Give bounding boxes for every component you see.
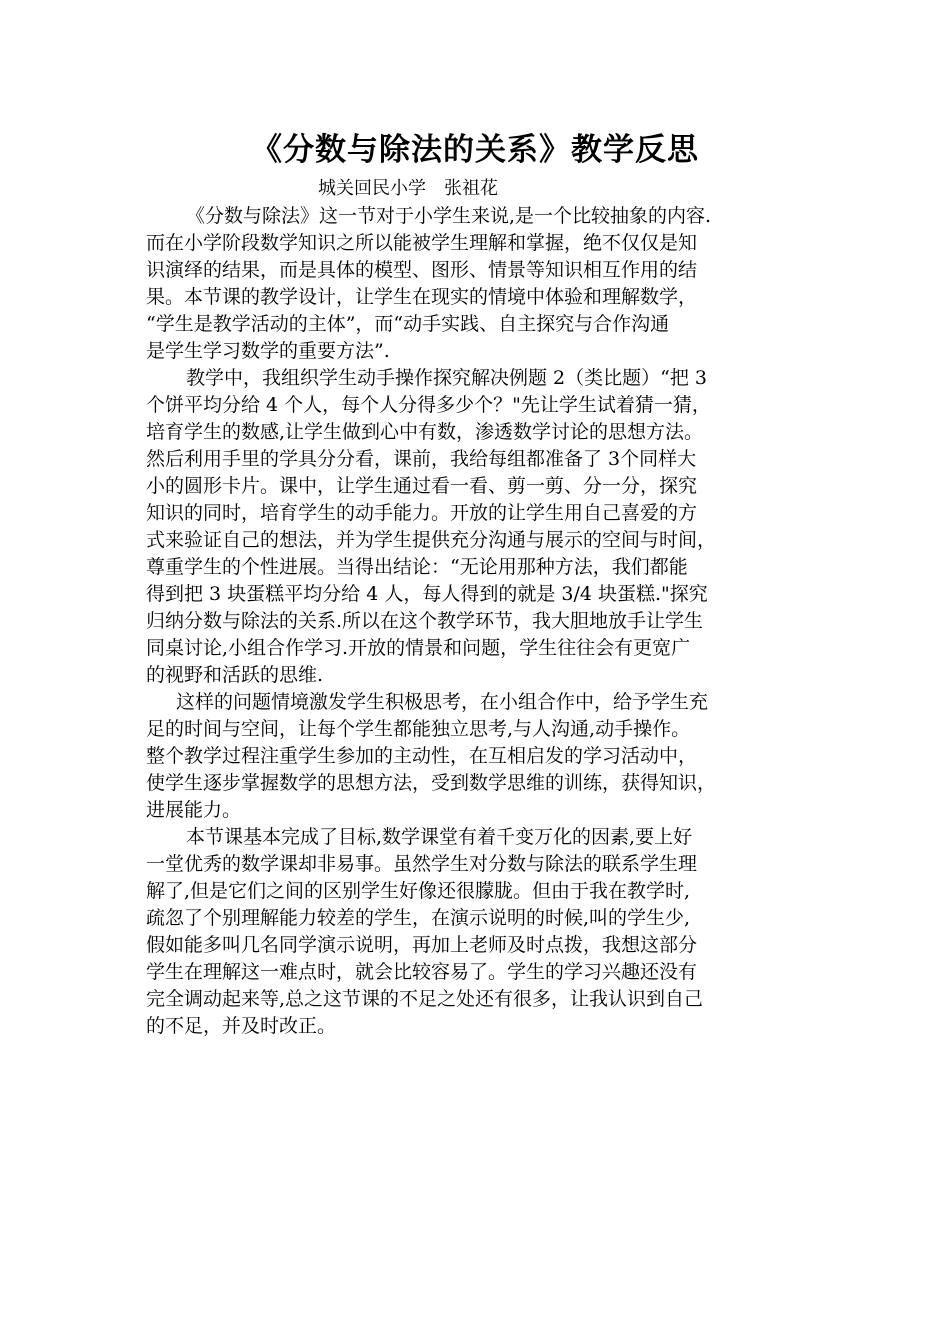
paragraph-2-line-12: 的视野和活跃的思维. xyxy=(146,664,324,686)
document-title: 《分数与除法的关系》教学反思 xyxy=(251,132,699,168)
paragraph-2-line-7: 式来验证自己的想法，并为学生提供充分沟通与展示的空间与时间， xyxy=(146,529,717,551)
paragraph-2-line-6: 知识的同时，培育学生的动手能力。开放的让学生用自己喜爱的方 xyxy=(146,502,698,524)
paragraph-2-line-11: 同桌讨论,小组合作学习.开放的情景和问题，学生往往会有更宽广 xyxy=(146,637,691,659)
paragraph-3-line-2: 足的时间与空间，让每个学生都能独立思考,与人沟通,动手操作。 xyxy=(146,718,691,740)
paragraph-4-line-2: 一堂优秀的数学课却非易事。虽然学生对分数与除法的联系学生理 xyxy=(146,853,698,875)
paragraph-2-line-10: 归纳分数与除法的关系.所以在这个教学环节，我大胆地放手让学生 xyxy=(146,610,704,632)
paragraph-1-line-5: “学生是教学活动的主体”，而“动手实践、自主探究与合作沟通 xyxy=(146,313,670,335)
paragraph-3-line-3: 整个教学过程注重学生参加的主动性，在互相启发的学习活动中， xyxy=(146,745,698,767)
paragraph-4-line-1: 本节课基本完成了目标,数学课堂有着千变万化的因素,要上好 xyxy=(186,826,693,848)
paragraph-2-line-2: 个饼平均分给 4 个人，每个人分得多少个？"先让学生试着猜一猜， xyxy=(146,394,711,416)
paragraph-4-line-3: 解了,但是它们之间的区别学生好像还很朦胧。但由于我在教学时, xyxy=(146,880,691,902)
paragraph-1-line-3: 识演绎的结果，而是具体的模型、图形、情景等知识相互作用的结 xyxy=(146,259,698,281)
paragraph-1-line-4: 果。本节课的教学设计，让学生在现实的情境中体验和理解数学， xyxy=(146,286,698,308)
paragraph-2-line-8: 尊重学生的个性进展。当得出结论：“无论用那种方法，我们都能 xyxy=(146,556,688,578)
paragraph-2-line-1: 教学中，我组织学生动手操作探究解决例题 2（类比题）“把 3 xyxy=(186,367,707,389)
paragraph-3-line-5: 进展能力。 xyxy=(146,799,242,821)
paragraph-4-line-5: 假如能多叫几名同学演示说明，再加上老师及时点拨，我想这部分 xyxy=(146,934,698,956)
paragraph-4-line-8: 的不足，并及时改正。 xyxy=(146,1015,337,1037)
paragraph-2-line-3: 培育学生的数感,让学生做到心中有数，渗透数学讨论的思想方法。 xyxy=(146,421,704,443)
paragraph-2-line-9: 得到把 3 块蛋糕平均分给 4 人，每人得到的就是 3/4 块蛋糕."探究 xyxy=(146,583,708,605)
paragraph-3-line-4: 使学生逐步掌握数学的思想方法，受到数学思维的训练，获得知识， xyxy=(146,772,717,794)
paragraph-1-line-1: 《分数与除法》这一节对于小学生来说,是一个比较抽象的内容. xyxy=(186,205,712,227)
paragraph-1-line-6: 是学生学习数学的重要方法”. xyxy=(146,340,390,362)
paragraph-1-line-2: 而在小学阶段数学知识之所以能被学生理解和掌握，绝不仅仅是知 xyxy=(146,232,698,254)
paragraph-4-line-7: 完全调动起来等,总之这节课的不足之处还有很多，让我认识到自己 xyxy=(146,988,704,1010)
paragraph-2-line-4: 然后利用手里的学具分分看，课前，我给每组都准备了 3个同样大 xyxy=(146,448,697,470)
paragraph-3-line-1: 这样的问题情境激发学生积极思考，在小组合作中，给予学生充 xyxy=(176,691,709,713)
paragraph-4-line-4: 疏忽了个别理解能力较差的学生，在演示说明的时候,叫的学生少, xyxy=(146,907,691,929)
document-author: 城关回民小学 张祖花 xyxy=(318,178,498,199)
paragraph-4-line-6: 学生在理解这一难点时，就会比较容易了。学生的学习兴趣还没有 xyxy=(146,961,698,983)
paragraph-2-line-5: 小的圆形卡片。课中，让学生通过看一看、剪一剪、分一分，探究 xyxy=(146,475,698,497)
